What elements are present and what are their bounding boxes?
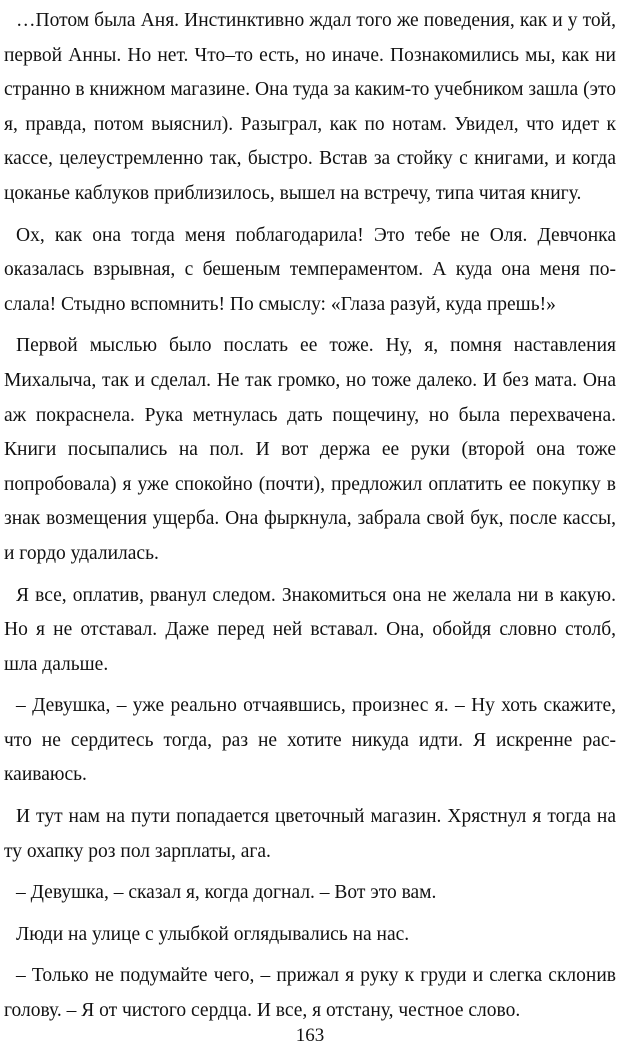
paragraph-5: – Девушка, – уже реально отчаявшись, произнес я. – Ну хоть скажите, что не сердитесь тогда, раз не хотите никуда идти. Я искренне раскаиваюсь. [4,695,616,786]
paragraph-7: – Девушка, – сказал я, когда догнал. – Вот это вам. [16,882,437,904]
paragraph-6: И тут нам на пути попадается цветочный магазин. Хрястнул я тогда на ту охапку роз пол зарплаты, ага. [4,806,616,862]
paragraph-3: Первой мыслью было послать ее тоже. Ну, я, помня наставления Михалыча, так и сделал. Не так громко, но тоже далеко. И без мата. Она аж покраснела. Рука метнулась дать пощечину, но была перехвачена. Книги посыпались на пол. И вот держа ее руки (второй она тоже попробовала) я уже спокойно (почти), предложил оплатить ее покупку в знак возмещения ущерба. Она фыркнула, забрала свой бук, после кассы, и гордо удалилась. [4,335,616,564]
paragraph-8: Люди на улице с улыбкой оглядывались на нас. [16,923,410,945]
paragraph-1: …Потом была Аня. Инстинктивно ждал того же поведения, как и у той, первой Анны. Но нет. Что–то есть, но иначе. Познакомились мы, как ни странно в книжном магазине. Она туда за каким-то учебником зашла (это я, правда, потом выяснил). Разыграл, как по нотам. Увидел, что идет к кассе, целеустремленно так, быстро. Встав за стойку с книгами, и когда цоканье каблуков приблизилось, вышел на встречу, типа читая книгу. [4,10,616,204]
body-text [4,4,616,1036]
page-number: 163 [295,1025,325,1046]
paragraph-4: Я все, оплатив, рванул следом. Знакомиться она не желала ни в какую. Но я не отставал. Даже перед ней вставал. Она, обойдя словно столб, шла дальше. [4,584,616,675]
paragraph-9: – Только не подумайте чего, – прижал я руку к груди и слегка склонив голову. – Я от чистого сердца. И все, я отстану, честное слово. [4,965,616,1022]
paragraph-2: Ох, как она тогда меня поблагодарила! Это тебе не Оля. Девчонка оказалась взрывная, с бешеным темпераментом. А куда она меня послала! Стыдно вспомнить! По смыслу: «Глаза разуй, куда прешь!» [4,224,616,315]
